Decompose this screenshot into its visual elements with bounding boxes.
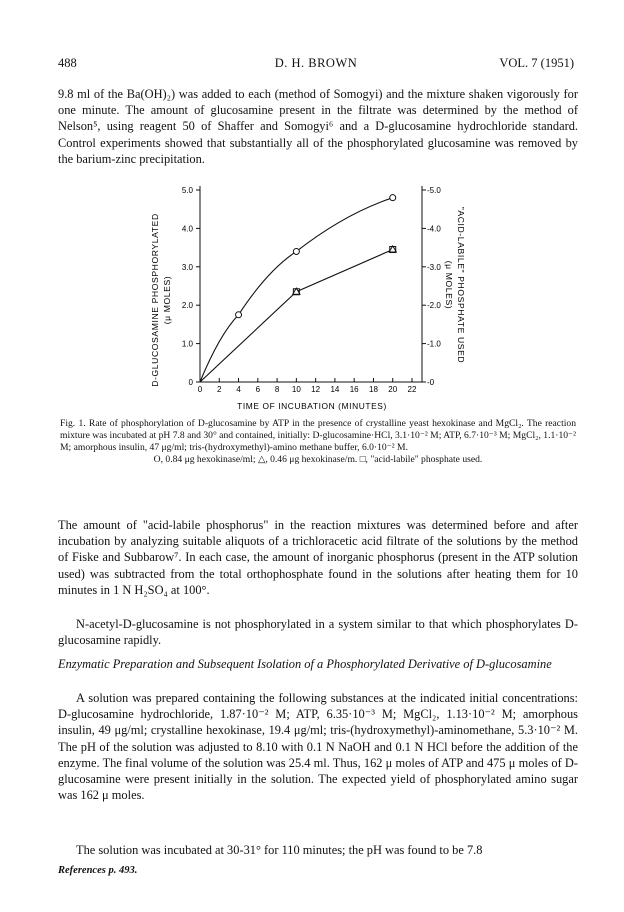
y-right-tick-label-5: -5.0 [427,186,441,195]
x-tick-label-9: 18 [369,385,378,394]
running-author: D. H. BROWN [274,56,358,70]
x-tick-label-6: 12 [311,385,321,394]
y-left-tick-label-5: 5.0 [181,186,193,195]
figure-caption-legend: O, 0.84 μg hexokinase/ml; △, 0.46 μg hexokinase/m. □, "acid-labile" phosphate used. [153,454,483,465]
y-left-label-line2: (μ MOLES) [162,275,172,325]
y-left-tick-label-4: 4.0 [181,224,193,234]
series-line-triangle [200,250,393,382]
y-right-tick-label-0: -0 [427,378,435,387]
y-left-label-line1: D-GLUCOSAMINE PHOSPHORYLATED [150,213,160,387]
x-tick-label-1: 2 [217,385,222,394]
circle-point-1 [236,312,242,318]
figure-caption [60,418,576,466]
paragraph-acetyl: N-acetyl-D-glucosamine is not phosphorylated in a system similar to that which phosphorylates D-glucosamine rapidly. [58,617,578,648]
y-left-tick-label-2: 2.0 [181,301,193,311]
y-right-label-line2: (μ MOLES) [444,260,454,310]
x-tick-label-4: 8 [274,385,280,394]
x-tick-label-5: 10 [291,385,301,394]
x-tick-label-3: 6 [255,385,261,394]
y-left-tick-label-0: 0 [188,378,193,387]
paragraph-preparation: A solution was prepared containing the following substances at the indicated initial concentrations: D-glucosamine hydrochloride, 1.87·10⁻² M; ATP, 6.35·10⁻³ M; MgCl₂, 1.13·10⁻² M; amorphous insulin, 49 μg/ml; crystalline hexokinase, 19.4 μg/ml; tris-(hydroxymethyl)-aminomethane, 5.3·10⁻² M. The pH of the solution was adjusted to 8.10 with 0.1 N NaOH and 0.1 N HCl before the addition of the enzyme. The final volume of the solution was 25.4 ml. Thus, 162 μ moles of ATP and 475 μ moles of D-glucosamine were present initially in the solution. The expected yield of phosphorylated amino sugar was 162 μ moles. [58,691,578,803]
y-right-tick-label-2: -2.0 [427,301,441,311]
circle-point-2 [293,248,299,254]
y-right-tick-label-1: -1.0 [427,339,441,349]
section-title: Enzymatic Preparation and Subsequent Isolation of a Phosphorylated Derivative of D-glucosamine [58,657,552,671]
x-tick-label-11: 22 [407,385,417,394]
x-tick-label-2: 4 [236,385,241,394]
page-number: 488 [58,56,77,70]
y-right-tick-label-4: -4.0 [427,224,441,234]
y-right-label-line1: "ACID-LABILE" PHOSPHATE USED [456,206,466,364]
y-right-tick-label-3: -3.0 [427,262,441,272]
x-tick-label-8: 16 [349,385,359,394]
x-tick-label-10: 20 [388,385,398,394]
x-axis-label: TIME OF INCUBATION (MINUTES) [237,401,387,411]
circle-point-3 [390,195,396,201]
y-left-tick-label-3: 3.0 [181,262,193,272]
paragraph-acid-labile: The amount of "acid-labile phosphorus" in the reaction mixtures was determined before and after incubation by analyzing suitable aliquots of a trichloracetic acid filtrate of the solutions by the method of Fiske and Subbarow⁷. In each case, the amount of inorganic phosphorus (present in the ATP solution used) was subtracted from the total orthophosphate found in the solutions after heating them for 10 minutes in 1 N H₂SO₄ at 100°. [58,518,578,597]
y-left-tick-label-1: 1.0 [181,339,193,349]
figure-caption-main: Fig. 1. Rate of phosphorylation of D-glucosamine by ATP in the presence of crystalline yeast hexokinase and MgCl₂. The reaction mixture was incubated at pH 7.8 and 30° and contained, initially: D-glucosamine·HCl, 3.1·10⁻² M; ATP, 6.7·10⁻³ M; MgCl₂, 1.1·10⁻² M; amorphous insulin, 47 μg/ml; tris-(hydroxymethyl)-amino methane buffer, 6.0·10⁻² M. [60,418,576,453]
paragraph-incubation: The solution was incubated at 30-31° for 110 minutes; the pH was found to be 7.8 [76,843,483,857]
references-note: References p. 493. [58,865,138,876]
volume-info: VOL. 7 (1951) [499,56,574,70]
paragraph-methods: 9.8 ml of the Ba(OH)₂) was added to each (method of Somogyi) and the mixture shaken vigorously for one minute. The amount of glucosamine present in the filtrate was determined by the method of Nelson⁵, using reagent 50 of Shaffer and Somogyi⁶ and a D-glucosamine hydrochloride standard. Control experiments showed that substantially all of the phosphorylated glucosamine was removed by the barium-zinc precipitation. [58,87,578,166]
x-tick-label-0: 0 [197,385,203,394]
x-tick-label-7: 14 [330,385,340,394]
